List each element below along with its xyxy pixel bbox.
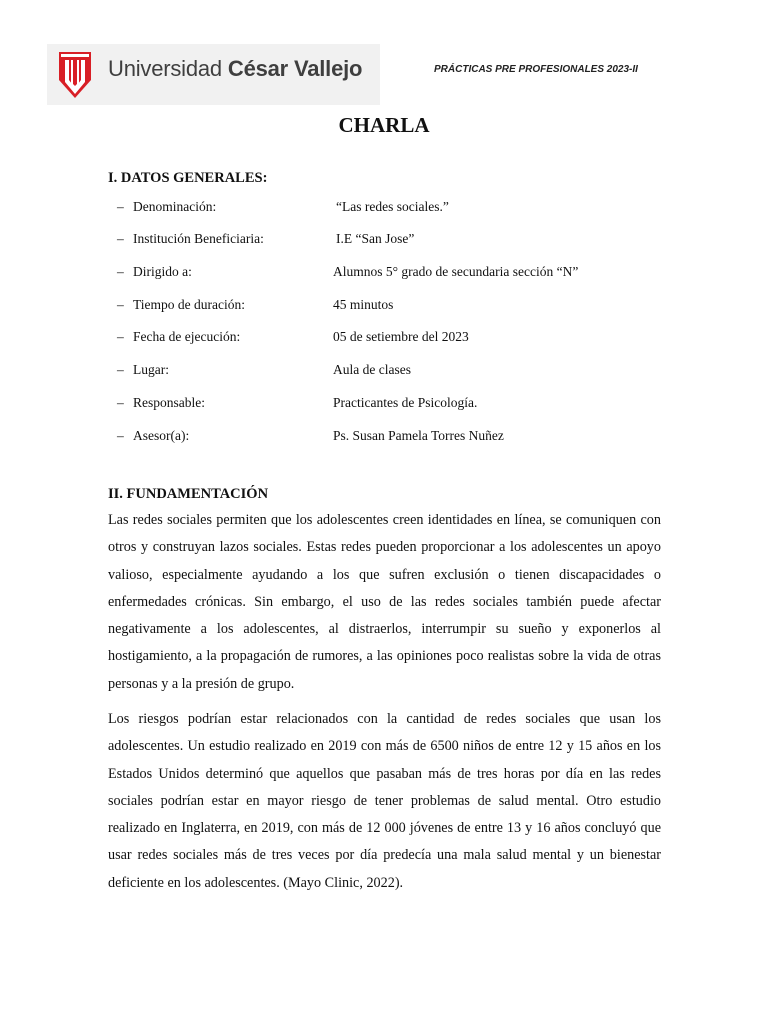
datos-label: Denominación: — [133, 199, 217, 214]
datos-row — [0, 297, 768, 319]
datos-row — [0, 362, 768, 384]
datos-value: I.E “San Jose” — [336, 231, 415, 246]
bullet-dash: – — [117, 199, 124, 214]
datos-label: Dirigido a: — [133, 264, 192, 279]
datos-row — [0, 395, 768, 417]
datos-value: Practicantes de Psicología. — [333, 395, 478, 410]
datos-label: Lugar: — [133, 362, 169, 377]
university-shield-icon — [57, 50, 93, 100]
datos-row — [0, 329, 768, 351]
section-heading-datos: I. DATOS GENERALES: — [108, 170, 268, 186]
bullet-dash: – — [117, 362, 124, 377]
datos-value: Ps. Susan Pamela Torres Nuñez — [333, 428, 504, 443]
datos-label: Tiempo de duración: — [133, 297, 245, 312]
datos-value: Aula de clases — [333, 362, 411, 377]
datos-label: Fecha de ejecución: — [133, 329, 241, 344]
university-name: Universidad César Vallejo — [108, 56, 363, 81]
datos-row — [0, 199, 768, 221]
datos-label: Institución Beneficiaria: — [133, 231, 264, 246]
paragraph: Las redes sociales permiten que los adolescentes creen identidades en línea, se comuniquen con otros y construyan lazos sociales. Estas redes pueden proporcionar a los adolescentes un apoyo valioso, especialmente ayudando a los que sufren exclusión o tienen discapacidades o enfermedades crónicas. Sin embargo, el uso de las redes sociales también puede afectar negativamente a los adolescentes, al distraerlos, interrumpir su sueño y exponerlos al hostigamiento, a la propagación de rumores, a las opiniones poco realistas sobre la vida de otras personas y a la presión de grupo. — [108, 512, 661, 692]
datos-row — [0, 264, 768, 286]
bullet-dash: – — [117, 231, 124, 246]
datos-value: 05 de setiembre del 2023 — [333, 329, 469, 344]
datos-value: Alumnos 5° grado de secundaria sección “N” — [333, 264, 579, 279]
datos-label: Responsable: — [133, 395, 205, 410]
bullet-dash: – — [117, 264, 124, 279]
datos-row — [0, 231, 768, 253]
section-heading-fundamentacion: II. FUNDAMENTACIÓN — [108, 486, 269, 502]
bullet-dash: – — [117, 395, 124, 410]
datos-value: 45 minutos — [333, 297, 394, 312]
bullet-dash: – — [117, 297, 124, 312]
paragraph: Los riesgos podrían estar relacionados con la cantidad de redes sociales que usan los adolescentes. Un estudio realizado en 2019 con más de 6500 niños de entre 12 y 15 años en los Estados Unidos determinó que aquellos que pasaban más de tres horas por día en las redes sociales podrían estar en mayor riesgo de tener problemas de salud mental. Otro estudio realizado en Inglaterra, en 2019, con más de 12 000 jóvenes de entre 13 y 16 años concluyó que usar redes sociales más de tres veces por día predecía una mala salud mental y un bienestar deficiente en los adolescentes. (Mayo Clinic, 2022). — [108, 711, 661, 891]
datos-row — [0, 428, 768, 450]
university-logo — [47, 44, 380, 105]
practicas-header: PRÁCTICAS PRE PROFESIONALES 2023-II — [434, 64, 638, 75]
datos-value: “Las redes sociales.” — [336, 199, 449, 214]
bullet-dash: – — [117, 428, 124, 443]
page-title: CHARLA — [338, 113, 430, 137]
datos-label: Asesor(a): — [133, 428, 190, 443]
bullet-dash: – — [117, 329, 124, 344]
